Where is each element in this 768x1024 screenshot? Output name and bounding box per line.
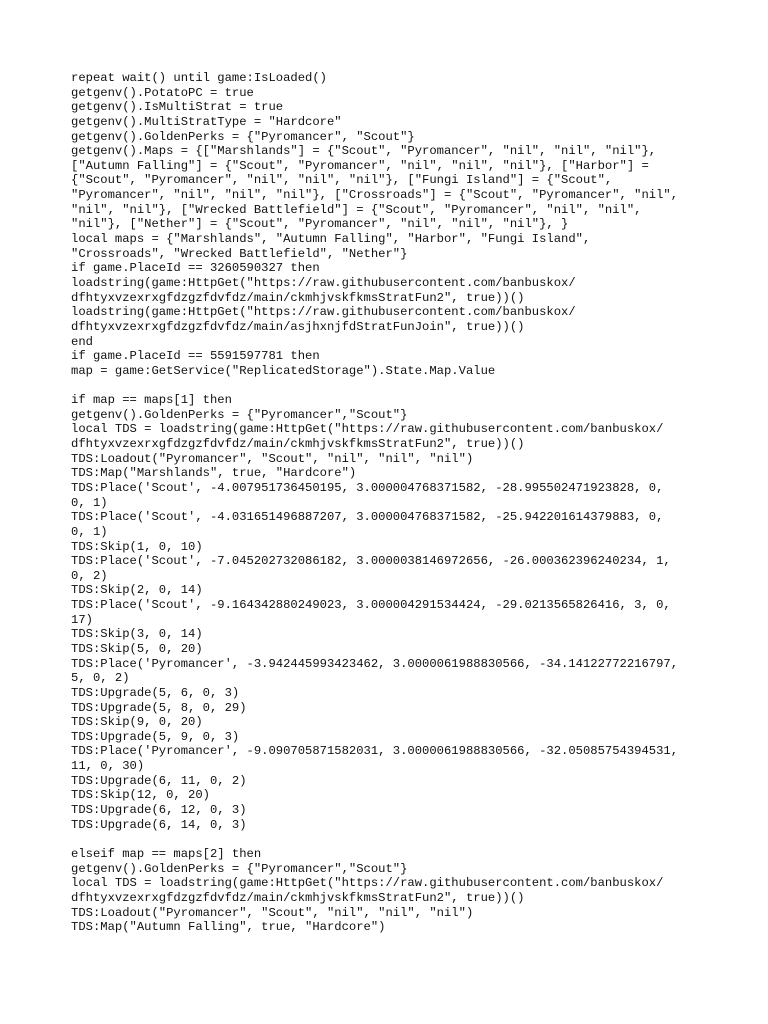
code-line: TDS:Upgrade(5, 8, 0, 29)	[71, 700, 247, 715]
code-listing	[71, 71, 711, 935]
code-line: repeat wait() until game:IsLoaded()	[71, 71, 327, 85]
code-line: TDS:Loadout("Pyromancer", "Scout", "nil", "nil", "nil")	[71, 451, 474, 466]
code-line: 0, 2)	[71, 568, 108, 583]
code-line	[71, 832, 711, 847]
code-line: local TDS = loadstring(game:HttpGet("https://raw.githubusercontent.com/banbuskox/	[71, 876, 664, 891]
code-line: getgenv().PotatoPC = true	[71, 85, 254, 100]
code-line: getgenv().MultiStratType = "Hardcore"	[71, 114, 342, 129]
code-line: elseif map == maps[2] then	[71, 846, 262, 861]
code-line: dfhtyxvzexrxgfdzgzfdvfdz/main/ckmhjvskfkmsStratFun2", true))()	[71, 890, 525, 905]
code-line: "nil"}, ["Nether"] = {"Scout", "Pyromancer", "nil", "nil", "nil"}, }	[71, 217, 569, 232]
code-line: 11, 0, 30)	[71, 759, 145, 774]
code-line: "nil", "nil"}, ["Wrecked Battlefield"] = {"Scout", "Pyromancer", "nil", "nil",	[71, 202, 642, 217]
code-line: TDS:Upgrade(6, 14, 0, 3)	[71, 817, 247, 832]
code-line: TDS:Upgrade(6, 11, 0, 2)	[71, 773, 247, 788]
code-line: TDS:Upgrade(5, 6, 0, 3)	[71, 685, 240, 700]
code-line: 17)	[71, 612, 93, 627]
code-line: 5, 0, 2)	[71, 671, 130, 686]
code-line: TDS:Place('Scout', -4.031651496887207, 3.000004768371582, -25.942201614379883, 0,	[71, 510, 664, 525]
code-line: TDS:Map("Autumn Falling", true, "Hardcore")	[71, 920, 386, 935]
code-line: TDS:Skip(2, 0, 14)	[71, 583, 203, 598]
code-line: 0, 1)	[71, 524, 108, 539]
code-line: local TDS = loadstring(game:HttpGet("https://raw.githubusercontent.com/banbuskox/	[71, 422, 664, 437]
code-line: TDS:Upgrade(5, 9, 0, 3)	[71, 729, 240, 744]
code-line: TDS:Loadout("Pyromancer", "Scout", "nil", "nil", "nil")	[71, 905, 474, 920]
code-line: getgenv().GoldenPerks = {"Pyromancer","Scout"}	[71, 407, 408, 422]
code-line: "Crossroads", "Wrecked Battlefield", "Nether"}	[71, 246, 408, 261]
code-line: "Pyromancer", "nil", "nil", "nil"}, ["Crossroads"] = {"Scout", "Pyromancer", "nil",	[71, 188, 679, 203]
code-line: if map == maps[1] then	[71, 393, 232, 408]
code-line: if game.PlaceId == 5591597781 then	[71, 349, 320, 364]
code-line: TDS:Place('Scout', -7.045202732086182, 3.0000038146972656, -26.000362396240234, 1,	[71, 554, 671, 569]
code-line: dfhtyxvzexrxgfdzgzfdvfdz/main/ckmhjvskfkmsStratFun2", true))()	[71, 290, 525, 305]
code-line: dfhtyxvzexrxgfdzgzfdvfdz/main/asjhxnjfdStratFunJoin", true))()	[71, 319, 525, 334]
code-line: TDS:Skip(9, 0, 20)	[71, 715, 203, 730]
code-line: getgenv().IsMultiStrat = true	[71, 100, 284, 115]
code-line: TDS:Map("Marshlands", true, "Hardcore")	[71, 466, 357, 481]
code-line: TDS:Place('Pyromancer', -9.090705871582031, 3.0000061988830566, -32.05085754394531,	[71, 744, 679, 759]
code-line: map = game:GetService("ReplicatedStorage").State.Map.Value	[71, 363, 496, 378]
code-line: if game.PlaceId == 3260590327 then	[71, 261, 320, 276]
code-line: TDS:Skip(1, 0, 10)	[71, 539, 203, 554]
code-line: local maps = {"Marshlands", "Autumn Falling", "Harbor", "Fungi Island",	[71, 232, 591, 247]
code-line: getgenv().GoldenPerks = {"Pyromancer", "Scout"}	[71, 129, 415, 144]
code-line: getgenv().Maps = {["Marshlands"] = {"Scout", "Pyromancer", "nil", "nil", "nil"},	[71, 144, 657, 159]
code-line: {"Scout", "Pyromancer", "nil", "nil", "nil"}, ["Fungi Island"] = {"Scout",	[71, 173, 613, 188]
code-line	[71, 378, 711, 393]
code-line: TDS:Skip(5, 0, 20)	[71, 641, 203, 656]
code-line: ["Autumn Falling"] = {"Scout", "Pyromancer", "nil", "nil", "nil"}, ["Harbor"] =	[71, 158, 649, 173]
code-line: 0, 1)	[71, 495, 108, 510]
code-line: dfhtyxvzexrxgfdzgzfdvfdz/main/ckmhjvskfkmsStratFun2", true))()	[71, 437, 525, 452]
code-line: TDS:Place('Scout', -9.164342880249023, 3.000004291534424, -29.0213565826416, 3, 0,	[71, 598, 671, 613]
code-line: TDS:Upgrade(6, 12, 0, 3)	[71, 803, 247, 818]
code-line: TDS:Place('Pyromancer', -3.942445993423462, 3.0000061988830566, -34.14122772216797,	[71, 656, 679, 671]
code-line: TDS:Place('Scout', -4.007951736450195, 3.000004768371582, -28.995502471923828, 0,	[71, 480, 664, 495]
code-line: end	[71, 334, 93, 349]
code-line: TDS:Skip(3, 0, 14)	[71, 627, 203, 642]
code-line: TDS:Skip(12, 0, 20)	[71, 788, 210, 803]
code-line: getgenv().GoldenPerks = {"Pyromancer","Scout"}	[71, 861, 408, 876]
code-line: loadstring(game:HttpGet("https://raw.githubusercontent.com/banbuskox/	[71, 305, 576, 320]
code-line: loadstring(game:HttpGet("https://raw.githubusercontent.com/banbuskox/	[71, 275, 576, 290]
